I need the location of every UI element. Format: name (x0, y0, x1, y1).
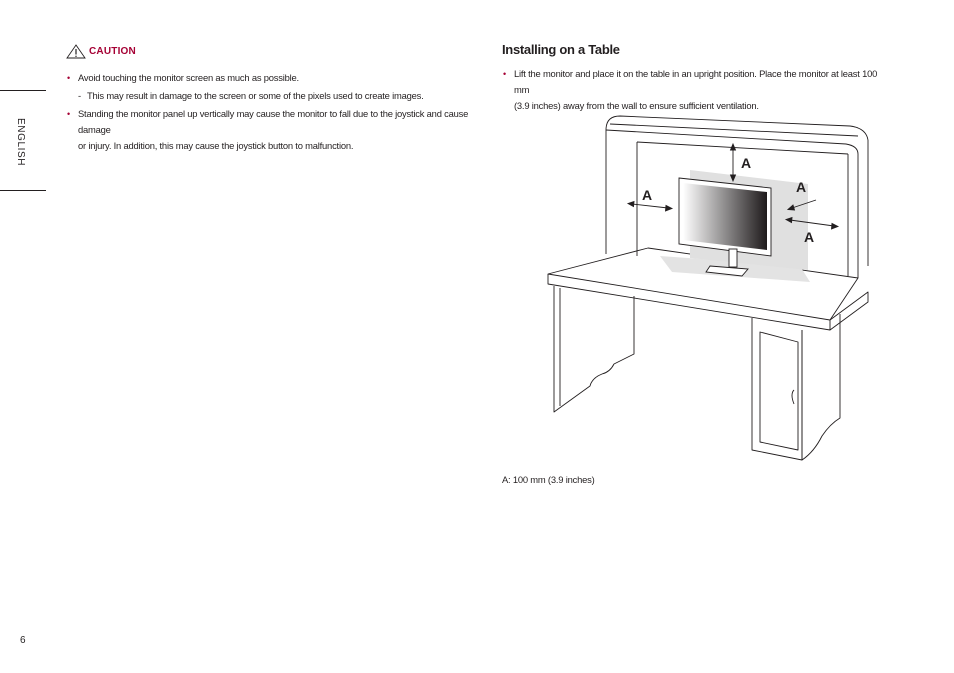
page-number: 6 (20, 635, 26, 646)
install-section (502, 42, 892, 114)
language-label: ENGLISH (15, 118, 26, 167)
figure-caption: A: 100 mm (3.9 inches) (502, 474, 595, 485)
caution-item-touch: • Avoid touching the monitor screen as much as possible. (66, 70, 486, 86)
label-a-right: A (796, 179, 807, 195)
caution-list (66, 70, 486, 154)
caution-subitem-damage: - This may result in damage to the screen or some of the pixels used to create images. (78, 90, 424, 101)
label-a-left: A (642, 187, 653, 203)
caution-item-vertical: • Standing the monitor panel up vertically may cause the monitor to fall due to the joystick and cause damage (66, 106, 486, 138)
monitor-placement-illustration (540, 106, 880, 468)
caution-item-vertical-cont: or injury. In addition, this may cause the joystick button to malfunction. (78, 140, 354, 151)
install-item-cont: (3.9 inches) away from the wall to ensure sufficient ventilation. (514, 100, 759, 111)
label-a-back: A (804, 229, 815, 245)
caution-section (66, 44, 486, 154)
install-item: • Lift the monitor and place it on the table in an upright position. Place the monitor at least 100 mm (502, 66, 892, 98)
section-title: Installing on a Table (502, 42, 620, 57)
sidebar-rule-bottom (0, 190, 46, 191)
caution-heading (66, 44, 486, 59)
sidebar-rule-top (0, 90, 46, 91)
warning-triangle-icon (66, 44, 86, 59)
label-a-top: A (741, 155, 752, 171)
caution-label: CAUTION (89, 46, 136, 57)
